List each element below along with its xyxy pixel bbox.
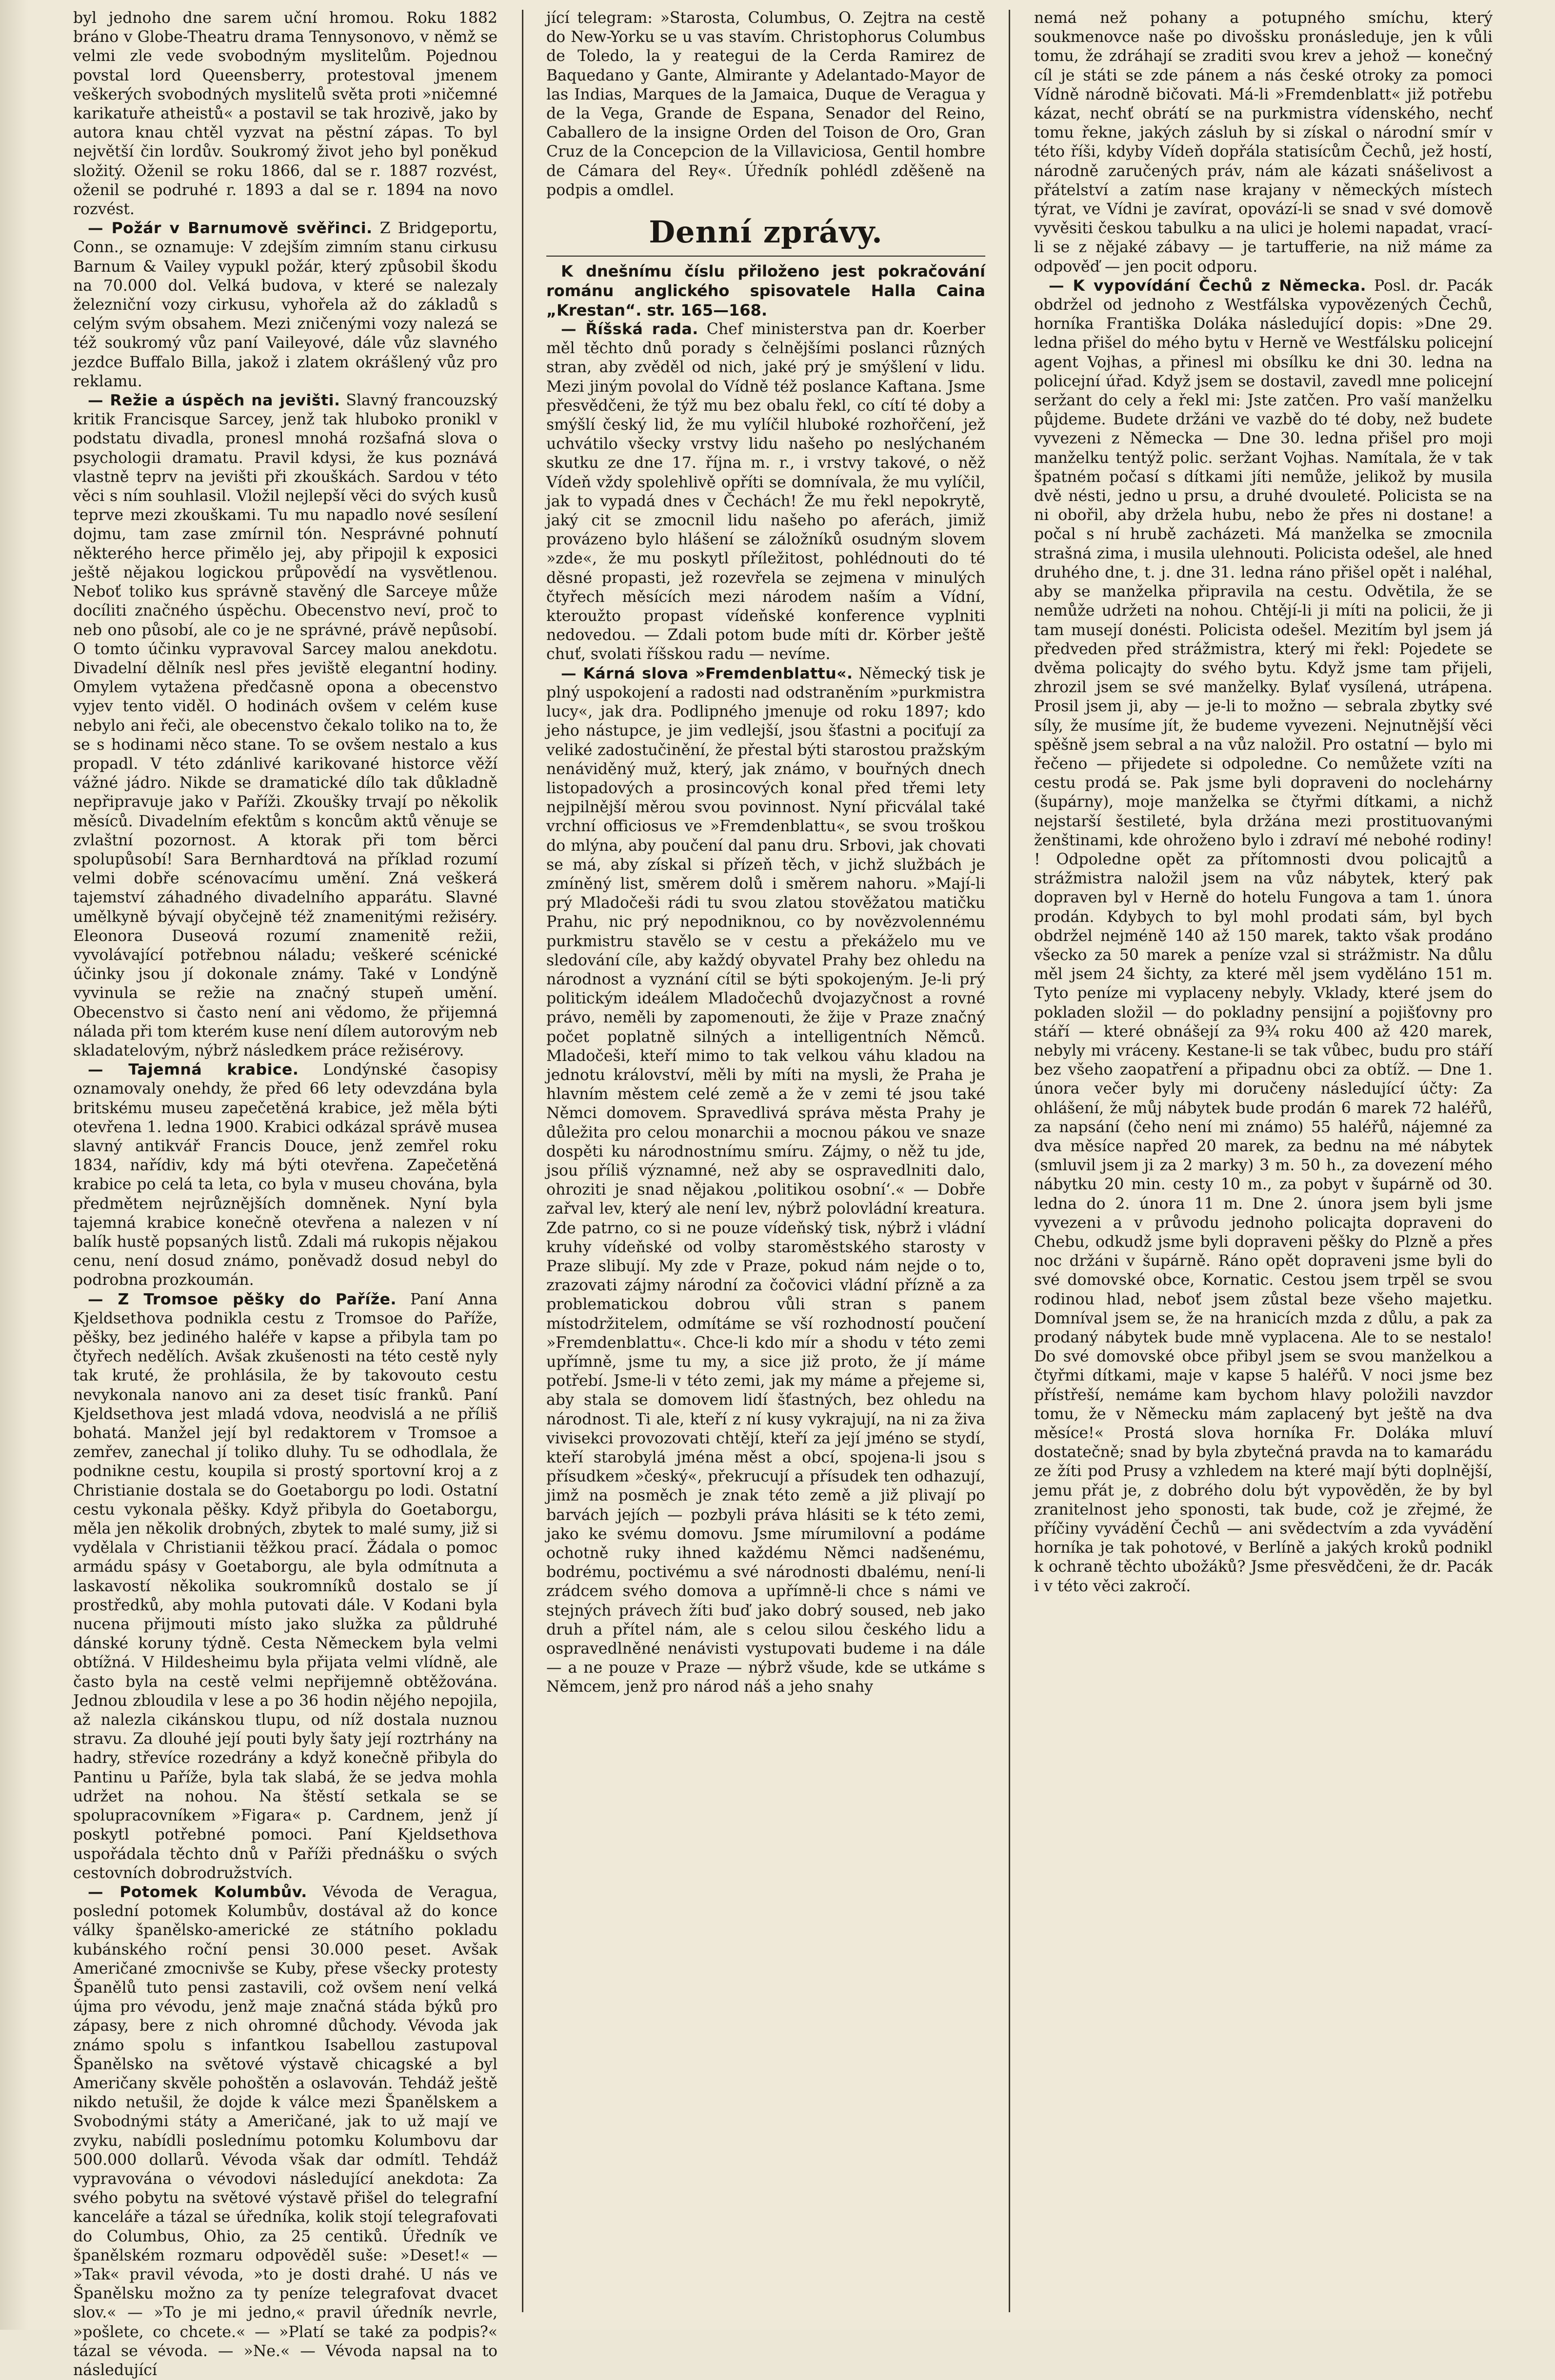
article-kolumbus <box>73 1883 498 2380</box>
column-rule <box>1009 10 1010 2312</box>
article-body: Slavný francouzský kritik Francisque Sarcey, jenž tak hluboko pronikl v podstatu divadla, pronesl mnohá rozšafná slova o psychologii dramatu. Pravil kdysi, že kus poznává vlastně teprv na jevišti při zkouškách. Sardou v této věci s ním souhlasil. Vložil nejlepší věci do svých kusů teprve mezi zkouškami. Tu mu napadlo nové sesílení dojmu, tam zase zmírnil tón. Nesprávné pohnutí některého herce přimělo jej, aby připojil k exposici ještě nějakou logickou průpovědí na vysvětlenou. Neboť toliko kus správně stavěný dle Sarceye může docíliti značného úspěchu. Obecenstvo neví, proč to neb ono působí, ale co je ne správné, právě nepůsobí. O tomto účinku vypravoval Sarcey malou anekdotu. Divadelní dělník nesl přes jeviště elegantní hodiny. Omylem vytažena předčasně opona a obecenstvo vyjev tento viděl. O hodinách ovšem v celém kuse nebylo ani řeči, ale obecenstvo čekalo toliko na to, že se s hodinami něco stane. To se ovšem nestalo a kus propadl. V této zdánlivé karikované historce věží vážné jádro. Nikde se dramatické dílo tak důkladně nepřipravuje jako v Paříži. Zkoušky trvají po několik měsíců. Divadelním efektům s koncům aktů věnuje se zvlaštní pozornost. A ktorak při tom běrci spolupůsobí! Sara Bernhardtová na příklad rozumí velmi dobře scénovacímu umění. Zná veškerá tajemství záhadného divadelního apparátu. Slavné umělkyně bývají obyčejně též znamenitými režiséry. Eleonora Duseová rozumí znamenitě režii, vyvolávající potřebnou náladu; veškeré scénické účinky jsou jí dokonale známy. Také v Londýně vyvinula se režie na značný stupeň umění. Obecenstvo si často není ani vědomo, že přijemná nálada při tom kterém kuse není dílem autorovým neb skladatelovým, nýbrž následkem práce režisérovy. <box>73 392 498 1060</box>
article-heading: — Potomek Kolumbův. <box>88 1883 307 1901</box>
article-body: Paní Anna Kjeldsethova podnikla cestu z Tromsoe do Paříže, pěšky, bez jediného haléře v kapse a přibyla tam po čtyřech nedělích. Avšak zkušenosti na této cestě nyly tak kruté, že prohlásila, že by takovouto cestu nevykonala nanovo ani za deset tisíc franků. Paní Kjeldsethova jest mladá vdova, neodvislá a ne příliš bohatá. Manžel její byl redaktorem v Tromsoe a zemřev, zanechal jí toliko dluhy. Tu se odhodlala, že podnikne cestu, koupila si prostý sportovní kroj a z Christianie dostala se do Goetaborgu po lodi. Ostatní cestu vykonala pěšky. Když přibyla do Goetaborgu, měla jen několik drobných, zbytek to malé sumy, již si vydělala v Christianii těžkou prací. Žádala o pomoc armádu spásy v Goetaborgu, ale byla odmítnuta a laskavostí několika soukromníků dostalo se jí prostředků, aby mohla putovati dále. V Kodani byla nucena přijmouti místo jako služka za půldruhé dánské koruny týdně. Cesta Německem byla velmi obtížná. V Hildesheimu byla přijata velmi vlídně, ale často byla na cestě velmi nepřijemně obtěžována. Jednou zbloudila v lese a po 36 hodin nějého nepojila, až nalezla cikánskou tlupu, od níž dostala nuznou stravu. Za dlouhé její pouti byly šaty její roztrhány na hadry, střevíce rozedrány a když konečně přibyla do Pantinu u Paříže, byla tak slabá, že se jedva mohla udržet na nohou. Na štěstí setkala se se spolupracovníkem »Figara« p. Cardnem, jenž jí poskytl potřebné pomoci. Paní Kjeldsethova uspořádala těchto dnů v Paříži přednášku o svých cestovních dobrodružstvích. <box>73 1290 498 1882</box>
article-heading: — Říšská rada. <box>561 320 698 339</box>
article-risska-rada <box>546 320 985 664</box>
column-right <box>1034 9 1493 2316</box>
article-body: Posl. dr. Pacák obdržel od jednoho z Westfálska vypovězených Čechů, horníka Františka Doláka následující dopis: »Dne 29. ledna přišel do mého bytu v Herně ve Westfálsku policejní agent Vojhas, a přinesl mi obsílku ke dni 30. ledna na policejní úřad. Když jsem se dostavil, zavedl mne policejní seržant do cely a řekl mi: Jste zatčen. Pro vaší manželku půjdeme. Budete držáni ve vazbě do té doby, než budete vyvezeni z Německa — Dne 30. ledna přišel pro moji manželku tentýž polic. seržant Vojhas. Namítala, že v tak špatném počasí s dítkami jíti nemůže, jelikož by musila dvě nésti, jedno u prsu, a druhé dvouleté. Policista se na ni obořil, aby držela hubu, nebo že přes ni dostane! a počal s ní hrubě zacházeti. Má manželka se zmocnila strašná zima, i musila ulehnouti. Policista odešel, ale hned druhého dne, t. j. dne 31. ledna ráno přišel opět i naléhal, aby se manželka připravila na cestu. Odvětila, že se nemůže udržeti na nohou. Chtějí-li ji míti na policii, že ji tam musejí donésti. Policista odešel. Mezitím byl jsem já předveden před strážmistra, který mi řekl: Pojedete se dvěma policajty do svého bytu. Když jsme tam přijeli, zhrozil jsem se své manželky. Bylať vysílená, utrápena. Prosil jsem ji, aby — je-li to možno — sebrala zbytky své síly, že musíme jít, že budeme vyvezeni. Nejnutnější věci spěšně jsem sebral a na vůz naložil. Pro ostatní — bylo mi řečeno — přijedete si odpoledne. Co nemůžete vzíti na cestu prodá se. Pak jsme byli dopraveni do noclehárny (šupárny), moje manželka se čtyřmi dítkami, a nichž nejstarší šestileté, byla držána mezi prostituovanými ženštinami, kde ohroženo bylo i zdraví mé nebohé rodiny! ! Odpoledne opět za přítomnosti dvou policajtů a strážmistra naložil jsem na vůz nábytek, který pak dopraven byl v Herně do hotelu Fungova a tam 1. února prodán. Kdybych to byl mohl prodati sám, byl bych obdržel nejméně 140 až 150 marek, takto však prodáno všecko za 50 marek a peníze vzal si strážmistr. Na důlu měl jsem 24 šichty, za které měl jsem vyděláno 151 m. Tyto peníze mi vyplaceny nebyly. Vklady, které jsem do pokladen složil — do pokladny pensijní a pojišťovny pro stáří — které obnášejí za 9¾ roku 400 až 420 marek, nebyly mi vráceny. Kestane-li se tak vůbec, budu pro stáří bez všeho zaopatření a připadnu obci za obtíž. — Dne 1. února večer byly mi doručeny následující účty: Za ohlášení, že můj nábytek bude prodán 6 marek 72 haléřů, za napsání (čeho není mi známo) 55 haléřů, nájemné za dva měsíce napřed 20 marek, za bednu na mé nábytek (smluvil jsem ji za 2 marky) 3 m. 50 h., za dovezení mého nábytku 20 min. cesty 10 m., za pobyt v šupárně od 30. ledna do 2. února 11 m. Dne 2. února jsem byli jsme vyvezeni a v průvodu jednoho policajta dopraveni do Chebu, odkudž jsme byli dopraveni pěšky do Plzně a přes noc držáni v šupárně. Ráno opět dopraveni jsme byli do své domovské obce, Kornatic. Cestou jsem trpěl se svou rodinou hlad, neboť jsem zůstal beze všeho majetku. Domníval jsem se, že na hranicích mzda z důlu, a pak za prodaný nábytek bude mně vyplacena. Ale to se nestalo! Do své domovské obce přibyl jsem se svou manželkou a čtyřmi dítkami, maje v kapse 5 haléřů. V noci jsme bez přístřeší, nemáme kam bychom hlavy položili navzdor tomu, že v Německu mám zaplacený byt ještě na dva měsíce!« Prostá slova horníka Fr. Doláka mluví dostatečně; snad by byla zbytečná pravda na to kamarádu ze žíti pod Prusy a vzhledem na které mají býti doplnější, jemu přát je, z dobrého dolu být vypověděn, že by byl zranitelnost jeho sponosti, tak bude, což je zřejmé, že příčiny vyvádění Čechů — ani svědectvím a zda vyvádění horníka je tak pohotové, v Berlíně a jakých kroků podnikl k ochraně těchto ubožáků? Jsme přesvědčeni, že dr. Pacák i v této věci zakročí. <box>1034 277 1493 1595</box>
article-body: Chef ministerstva pan dr. Koerber měl těchto dnů porady s čelnějšími poslanci různých stran, aby zvěděl od nich, jaké prý je smýšlení v lidu. Mezi jiným povolal do Vídně též poslance Kaftana. Jsme přesvědčeni, že týž mu bez obalu řekl, co cítí té doby a smýšlí český lid, že mu vylíčil hluboké rozhořčení, jež uchvátilo všecky vrstvy lidu našeho po neslýchaném skutku ze dne 17. října m. r., i vrstvy takové, o něž Vídeň vždy spolehlivě opříti se domnívala, že mu vylíčil, jak to vypadá dnes v Čechách! Že mu řekl nepokrytě, jaký cit se zmocnil lidu našeho po aferách, jimiž provázeno bylo hlášení se záložníků osudným slovem »zde«, že mu poskytl příležitost, pohlédnouti do té děsné propasti, jež rozevřela se zejmena v minulých čtyřech měsících mezi národem naším a Vídní, kteroužto propast vídeňské konference vyplniti nedovedou. — Zdali potom bude míti dr. Körber ještě chuť, svolati říšskou radu — nevíme. <box>546 320 985 663</box>
page-gutter <box>0 0 28 2330</box>
article-heading: — Požár v Barnumově svěřinci. <box>88 220 373 238</box>
column-rule <box>522 10 523 2312</box>
article-heading: — Z Tromsoe pěšky do Paříže. <box>88 1290 397 1308</box>
article-body: Vévoda de Veragua, poslední potomek Kolumbův, dostával až do konce války španělsko-americké ze státního pokladu kubánského roční pensi 30.000 peset. Avšak Američané zmocnivše se Kuby, přese všecky protesty Španělů tuto pensi zastavili, což ovšem není velká újma pro vévodu, jenž maje značná stáda býků pro zápasy, bere z nich ohromné důchody. Vévoda jak známo spolu s infantkou Isabellou zastupoval Španělsko na světové výstavě chicagské a byl Američany skvěle pohoštěn a oslavován. Tehdáž ještě nikdo netušil, že dojde k válce mezi Španělskem a Svobodnými státy a Američané, jak to už mají ve zvyku, nabídli poslednímu potomku Kolumbovu dar 500.000 dollarů. Vévoda však dar odmítl. Tehdáž vypravována o vévodovi následující anekdota: Za svého pobytu na světové výstavě přišel do telegrafní kanceláře a tázal se úředníka, kolik stojí telegrafovati do Columbus, Ohio, za 25 centiků. Úředník ve španělském rozmaru odpověděl suše: »Deset!« — »Tak« pravil vévoda, »to je dosti drahé. U nás ve Španělsku možno za ty peníze telegrafovat dvacet slov.« — »To je mi jedno,« pravil úředník nevrle, »pošlete, co chcete.« — »Platí se také za podpis?« tázal se vévoda. — »Ne.« — Vévoda napsal na to následující <box>73 1883 498 2379</box>
article-heading: — Kárná slova »Fremdenblattu«. <box>561 664 853 682</box>
article-tromsoe <box>73 1290 498 1883</box>
article-continuation: byl jednoho dne sarem uční hromou. Roku 1882 bráno v Globe-Theatru drama Tennysonovo, v němž se velmi zle vede svobodným myslitelům. Pojednou povstal lord Queensberry, protestoval jmenem veškerých svobodných myslitelů světa proti »ničemné karikatuře atheistů« a postavil se tak hrozivě, jako by autora knau chtěl vyzvat na pěstní zápas. To byl největší čin lordův. Soukromý život jeho byl poněkud složitý. Oženil se roku 1866, dal se r. 1887 rozvést, oženil se podruhé r. 1893 a dal se r. 1894 na novo rozvést. <box>73 9 498 219</box>
article-barnum <box>73 219 498 391</box>
supplement-notice: K dnešnímu číslu přiloženo jest pokračování románu anglického spisovatele Halla Caina „Krestan“. str. 165—168. <box>546 262 985 320</box>
column-middle <box>546 9 985 2316</box>
article-heading: — K vypovídání Čechů z Německa. <box>1049 277 1366 295</box>
article-krabice <box>73 1060 498 1290</box>
article-continuation: nemá než pohany a potupného smíchu, který soukmenovce naše po divošsku pronásleduje, jen k vůli tomu, že zdráhají se zraditi svou krev a jehož — konečný cíl je státi se zde pánem a nás české otroky za pomoci Vídně národně bičovati. Má-li »Fremdenblatt« již potřebu kázat, nechť obrátí se na purkmistra vídenského, nechť tomu řekne, jakých zásluh by si získal o národní smír v této říši, kdyby Vídeň dopřála statisícům Čechů, jež hostí, národně zaručených práv, nám ale kázati snášelivost a přátelství a zatím nase krajany v německých místech týrat, ve Vídni je zavírat, opovází-li se snad v své domově vyvěsiti českou tabulku a na ulici je holemi napadat, vrací-li se z nějaké zábavy — je tartufferie, na niž máme za odpověď — jen pocit odporu. <box>1034 9 1493 276</box>
article-body: Londýnské časopisy oznamovaly onehdy, že před 66 lety odevzdána byla britskému museu zapečetěná krabice, jež měla býti otevřena 1. ledna 1900. Krabici odkázal správě musea slavný antikvář Francis Douce, jenž zemřel roku 1834, nařídiv, kdy má býti otevřena. Zapečetěná krabice po celá ta leta, co byla v museu chována, byla předmětem nejrůznějších domněnek. Nyní byla tajemná krabice konečně otevřena a nalezen v ní balík hustě popsaných listů. Zdali má rukopis nějakou cenu, není dosud známo, poněvadž dosud nebyl do podrobna prozkoumán. <box>73 1061 498 1289</box>
article-body: Německý tisk je plný uspokojení a radosti nad odstraněním »purkmistra lucy«, jak dra. Podlipného jmenuje od roku 1897; kdo jeho nástupce, je jim vedlejší, jsou šťastni a pociťují za veliké zadostučinění, že přestal býti starostou pražským nenáviděný muž, který, jak známo, v bouřných dnech listopadových a prosincových konal před třemi lety nejpilnější měrou svou povinnost. Nyní přicválal také vrchní officiosus ve »Fremdenblattu«, se svou troškou do mlýna, aby poučení dal panu dru. Srbovi, jak chovati se má, aby získal si přízeň těch, v jichž službách je zmíněný list, směrem dolů i směrem nahoru. »Mají-li prý Mladočeši rádi tu svou zlatou stověžatou matičku Prahu, nic prý nepodniknou, co by novězvolennému purkmistru stavělo se v cestu a překáželo mu ve sledování cíle, aby každý obyvatel Prahy bez ohledu na národnost a vyznání cítil se býti spokojeným. Je-li prý politickým ideálem Mladočechů dvojazyčnost a rovné právo, neměli by zapomenouti, že žije v Praze značný počet poplatně silných a intelligentních Němců. Mladočeši, kteří mimo to tak velkou váhu kladou na jednotu království, měli by míti na mysli, že Praha je hlavním městem celé země a že v zemi té jsou také Němci domovem. Spravedlivá správa města Prahy je důležita pro celou monarchii a mocnou pákou ve snaze dospěti ku národnostnímu smíru. Zájmy, o něž tu jde, jsou příliš významné, než aby se ospravedlniti dalo, ohroziti je snad nějakou ‚politikou osobní‘.« — Dobře zařval lev, který ale není lev, nýbrž polovládní kreatura. Zde patrno, co si ne pouze vídeňský tisk, nýbrž i vládní kruhy vídeňské od volby staroměstského starosty v Praze slibují. My zde v Praze, pokud nám nejde o to, zrazovati zájmy národní za čočovici vládní přízně a za problematickou dobrou vůli stran s panem místodržitelem, odmítáme se vší rozhodností poučení »Fremdenblattu«. Chce-li kdo mír a shodu v této zemi upřímně, jsme tu my, a sice již proto, že jí máme potřebí. Jsme-li v této zemi, jak my máme a přejeme si, aby stala se domovem lidí šťastných, bez ohledu na národnost. Ti ale, kteří z ní kusy vykrajují, na ni za živa vivisekci provozovati chtějí, kteří za její jméno se stydí, kteří starobylá jména měst a obcí, spojena-li jsou s přísudkem »český«, překrucují a přísudek ten odhazují, jimž na posměch je znak této země a již plivají po barvách jejích — pozbyli práva hlásiti se k této zemi, jako ke svému domovu. Jsme mírumilovní a podáme ochotně ruky ihned každému Němci nadšenému, bodrému, poctivému a své národnosti dbalému, není-li zrádcem svého domova a upřímně-li chce s námi ve stejných právech žíti buď jako dobrý soused, neb jako druh a přítel nám, ale s celou silou českého lidu a ospravedlněné nenávisti vystupovati budeme i na dále — a ne pouze v Praze — nýbrž všude, kde se utkáme s Němcem, jenž pro národ náš a jeho snahy <box>546 664 985 1696</box>
article-continuation: jící telegram: »Starosta, Columbus, O. Zejtra na cestě do New-Yorku se u vas stavím. Christophorus Columbus de Toledo, la y reategui de la Cerda Ramirez de Baquedano y Gante, Almirante y Adelantado-Mayor de las Indias, Marques de la Jamaica, Duque de Veragua y de la Vega, Grande de Espana, Senador del Reino, Caballero de la insigne Orden del Toison de Oro, Gran Cruz de la Concepcion de la Villaviciosa, Gentil hombre de Cámara del Rey«. Úředník pohlédl zděšeně na podpis a omdlel. <box>546 9 985 199</box>
column-left <box>73 9 498 2379</box>
section-title: Denní zprávy. <box>649 214 883 250</box>
article-heading: — Tajemná krabice. <box>88 1061 299 1079</box>
article-rezie <box>73 391 498 1060</box>
article-body: Z Bridgeportu, Conn., se oznamuje: V zdejším zimním stanu cirkusu Barnum & Vailey vypukl požár, který způsobil škodu na 70.000 dol. Velká budova, v které se nalezaly železniční vozy cirkusu, vyhořela až do základů s celým svým obsahem. Mezi zničenými vozy nalezá se též soukromý vůz paní Vaileyové, dále vůz slavného jezdce Buffalo Billa, jakož i zlatem okrášlený vůz pro reklamu. <box>73 220 498 390</box>
article-fremdenblatt <box>546 664 985 1697</box>
article-heading: — Režie a úspěch na jevišti. <box>88 392 340 410</box>
article-vypovidani <box>1034 277 1493 1596</box>
divider <box>546 256 985 257</box>
